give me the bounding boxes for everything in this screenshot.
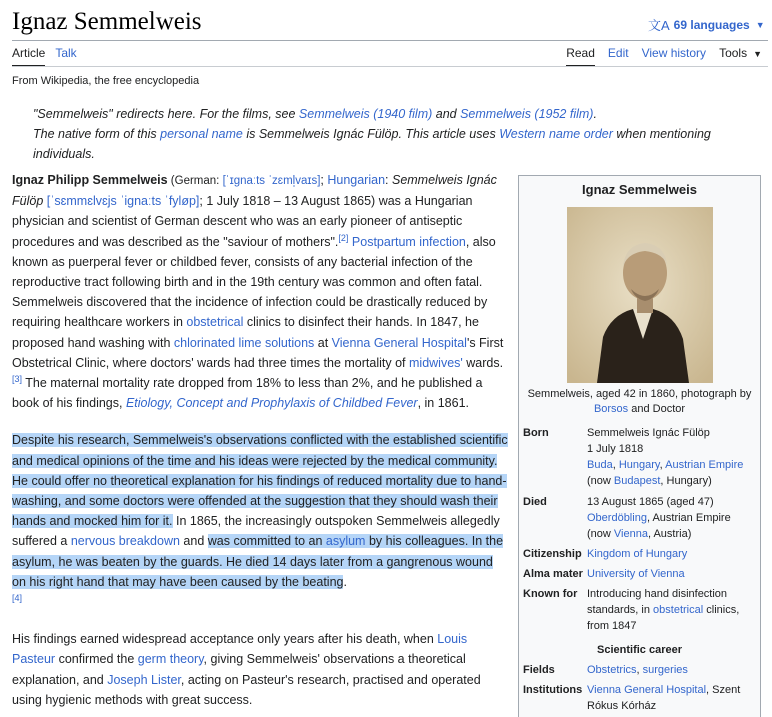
born-date: 1 July 1818 <box>587 443 644 455</box>
text: , in 1861. <box>417 396 470 411</box>
link-borsos[interactable]: Borsos <box>593 403 629 415</box>
namespace-tabs <box>12 46 85 66</box>
subject-name: Ignaz Philipp Semmelweis <box>12 173 168 187</box>
tab-article[interactable]: Article <box>12 46 45 66</box>
born-value <box>587 425 756 489</box>
link-semmelweis-1940-film[interactable]: Semmelweis (1940 film) <box>298 107 433 121</box>
text: (German: <box>167 175 223 187</box>
portrait-caption <box>519 387 760 417</box>
born-place: Buda, Hungary, Austrian Empire <box>587 459 744 471</box>
link-obstetrics[interactable]: Obstetrics <box>587 664 637 676</box>
link-semmelweis-1952-film[interactable]: Semmelweis (1952 film) <box>460 107 594 121</box>
link-vienna-general-hospital[interactable]: Vienna General Hospital <box>331 335 467 350</box>
fields-label: Fields <box>523 664 555 676</box>
text: , giving Semmelweis' observations a theoretical explanation, and <box>12 652 466 687</box>
tabs-divider <box>12 66 768 67</box>
link-oberdobling[interactable]: Oberdöbling <box>587 512 647 524</box>
text: 's First Obstetrical Clinic, where doctors' wards had three times the mortality of <box>12 335 504 370</box>
infobox-row-fields <box>519 662 760 678</box>
born-label: Born <box>523 427 549 439</box>
text: , Szent Rókus Kórház <box>587 684 741 712</box>
known-for-value <box>587 586 756 634</box>
text: clinics, from 1847 <box>587 604 740 632</box>
link-western-name-order[interactable]: Western name order <box>499 127 613 141</box>
caption-text: and Doctor <box>628 403 686 415</box>
article-body <box>12 170 509 717</box>
site-tagline: From Wikipedia, the free encyclopedia <box>12 75 200 87</box>
hatnote-text: "Semmelweis" redirects here. For the films, see <box>33 107 299 121</box>
tools-label: Tools <box>719 46 748 60</box>
citizenship-value <box>587 546 756 562</box>
language-selector[interactable] <box>648 15 765 34</box>
language-count: 69 languages <box>673 17 750 32</box>
link-louis-pasteur[interactable]: Louis Pasteur <box>12 632 468 667</box>
title-divider <box>12 40 768 41</box>
text: , Austria) <box>647 528 692 540</box>
text: (now <box>587 528 614 540</box>
lead-paragraph <box>12 170 509 413</box>
link-vienna[interactable]: Vienna <box>613 528 648 540</box>
infobox-row-born <box>519 425 760 489</box>
link-austrian-empire[interactable]: Austrian Empire <box>665 459 744 471</box>
link-joseph-lister[interactable]: Joseph Lister <box>107 672 181 687</box>
text: In 1865, the increasingly outspoken Semmelweis allegedly suffered a <box>12 514 500 549</box>
scientific-career-heading: Scientific career <box>597 644 682 656</box>
text: , Hungary) <box>660 475 712 487</box>
second-paragraph <box>12 430 509 612</box>
text: wards. <box>462 355 504 370</box>
link-postpartum-infection[interactable]: Postpartum infection <box>351 234 466 249</box>
link-ipa-german[interactable]: [ˈɪɡnaːts ˈzɛml̩vaɪs] <box>222 175 321 187</box>
link-midwives[interactable]: midwives' <box>409 355 463 370</box>
link-hungary[interactable]: Hungary <box>618 459 660 471</box>
died-date: 13 August 1865 (aged 47) <box>587 496 714 508</box>
translate-icon: 文A <box>648 18 670 33</box>
book-title: Etiology, Concept and Prophylaxis of Childbed Fever <box>125 396 418 411</box>
link-etiology-book[interactable] <box>126 396 418 410</box>
page-title: Ignaz Semmelweis <box>12 8 202 35</box>
infobox-row-citizenship <box>519 546 760 562</box>
hatnote-name-order <box>33 124 733 164</box>
text: , acting on Pasteur's research, practised and operated using hygienic methods with great success. <box>12 672 481 707</box>
institutions-value <box>587 682 756 714</box>
hatnote-text: is Semmelweis Ignác Fülöp. This article uses <box>242 127 500 141</box>
link-nervous-breakdown[interactable]: nervous breakdown <box>70 534 180 549</box>
text: confirmed the <box>55 652 138 667</box>
link-university-of-vienna[interactable]: University of Vienna <box>587 568 685 580</box>
born-now <box>587 473 756 489</box>
link-asylum[interactable]: asylum <box>325 534 366 549</box>
link-obstetrical[interactable]: obstetrical <box>186 315 244 330</box>
highlighted-text: by his colleagues. In the asylum, he was beaten by the guards. He died 14 days later from a gangrenous wound on his right hand that may have been caused by the beating <box>12 534 504 589</box>
link-hungarian[interactable]: Hungarian <box>327 173 386 187</box>
text: His findings earned widespread acceptance only years after his death, when <box>12 632 438 647</box>
text: , Austrian Empire <box>646 512 731 524</box>
ref-2[interactable]: [2] <box>338 232 349 243</box>
infobox <box>518 175 761 717</box>
ref-3[interactable]: [3] <box>12 373 23 384</box>
link-germ-theory[interactable]: germ theory <box>137 652 204 667</box>
infobox-row-institutions <box>519 682 760 714</box>
link-obstetrical-infobox[interactable]: obstetrical <box>653 604 704 616</box>
hatnote <box>33 104 733 164</box>
died-label: Died <box>523 496 547 508</box>
link-chlorinated-lime[interactable]: chlorinated lime solutions <box>173 335 315 350</box>
born-name: Semmelweis Ignác Fülöp <box>587 427 710 439</box>
fields-value <box>587 662 756 678</box>
hungarian-name: Semmelweis Ignác Fülöp <box>12 173 497 209</box>
infobox-row-known-for <box>519 586 760 634</box>
portrait-photo[interactable] <box>567 207 713 383</box>
ref-4[interactable]: [4] <box>12 592 23 603</box>
alma-mater-value <box>587 566 756 582</box>
tab-edit[interactable]: Edit <box>607 46 629 60</box>
tab-read[interactable]: Read <box>566 46 595 66</box>
died-now <box>587 526 756 542</box>
highlighted-text: was committed to an <box>207 534 326 549</box>
highlighted-text: Despite his research, Semmelweis's observations conflicted with the established scientific and medical opinions of the time and his ideas were rejected by the medical community. He could offer no theoretical explanation for his findings of reduced mortality due to hand-washing, and some doctors were offended at the suggestion that they should wash their hands and mocked him for it. <box>12 433 508 529</box>
hatnote-text: and <box>432 107 461 121</box>
text: , also known as puerperal fever or childbed fever, consists of any bacterial infection of the reproductive tract following birth and in the 19th century was common and often fatal. Semmelweis discovered that the incidence of infection could be drastically reduced by requiring healthcare workers in <box>12 234 496 330</box>
tools-menu[interactable] <box>719 46 762 66</box>
link-budapest[interactable]: Budapest <box>613 475 661 487</box>
text: clinics to disinfect their hands. In 1847, he proposed hand washing with <box>12 315 479 350</box>
infobox-row-alma-mater <box>519 566 760 582</box>
hatnote-text: The native form of this <box>33 127 161 141</box>
view-tabs <box>566 46 762 66</box>
text: (now <box>587 475 614 487</box>
link-surgeries[interactable]: surgeries <box>642 664 688 676</box>
caption-text: Semmelweis, aged 42 in 1860, photograph by <box>527 388 752 400</box>
link-personal-name[interactable]: personal name <box>160 127 243 141</box>
portrait-image <box>567 207 713 383</box>
died-place <box>587 510 756 526</box>
infobox-row-died <box>519 494 760 542</box>
third-paragraph <box>12 629 509 710</box>
text: The maternal mortality rate dropped from 18% to less than 2%, and he published a book of his findings, <box>12 376 483 411</box>
text: , <box>636 664 643 676</box>
chevron-down-icon: ▼ <box>753 49 762 59</box>
text: . <box>343 574 347 589</box>
text: and <box>179 534 208 549</box>
text: at <box>314 335 332 350</box>
hatnote-redirect <box>33 104 733 124</box>
chevron-down-icon: ▼ <box>755 19 765 30</box>
text: : <box>385 173 392 187</box>
hatnote-text: when mentioning individuals. <box>33 127 711 161</box>
hatnote-text: . <box>593 107 597 121</box>
text: ; 1 July 1818 – 13 August 1865) was a Hungarian physician and scientist of German descent who was an early pioneer of antiseptic procedures and was described as the "saviour of mothers". <box>12 194 473 249</box>
link-buda[interactable]: Buda <box>587 459 613 471</box>
citizenship-label: Citizenship <box>523 548 582 560</box>
known-for-label: Known for <box>523 588 578 600</box>
link-vienna-general-hospital-infobox[interactable]: Vienna General Hospital <box>587 684 707 696</box>
link-ipa-hungarian[interactable]: [ˈsɛmmɛlvɛjs ˈiɡnaːts ˈfyløp] <box>46 194 200 209</box>
text: ; <box>320 173 328 187</box>
infobox-title: Ignaz Semmelweis <box>582 182 697 197</box>
link-kingdom-of-hungary[interactable]: Kingdom of Hungary <box>587 548 688 560</box>
died-value <box>587 494 756 542</box>
tab-view-history[interactable]: View history <box>641 46 707 60</box>
institutions-label: Institutions <box>523 684 583 696</box>
tab-talk[interactable]: Talk <box>55 46 77 60</box>
alma-mater-label: Alma mater <box>523 568 583 580</box>
text: Introducing hand disinfection standards, in <box>587 588 728 616</box>
